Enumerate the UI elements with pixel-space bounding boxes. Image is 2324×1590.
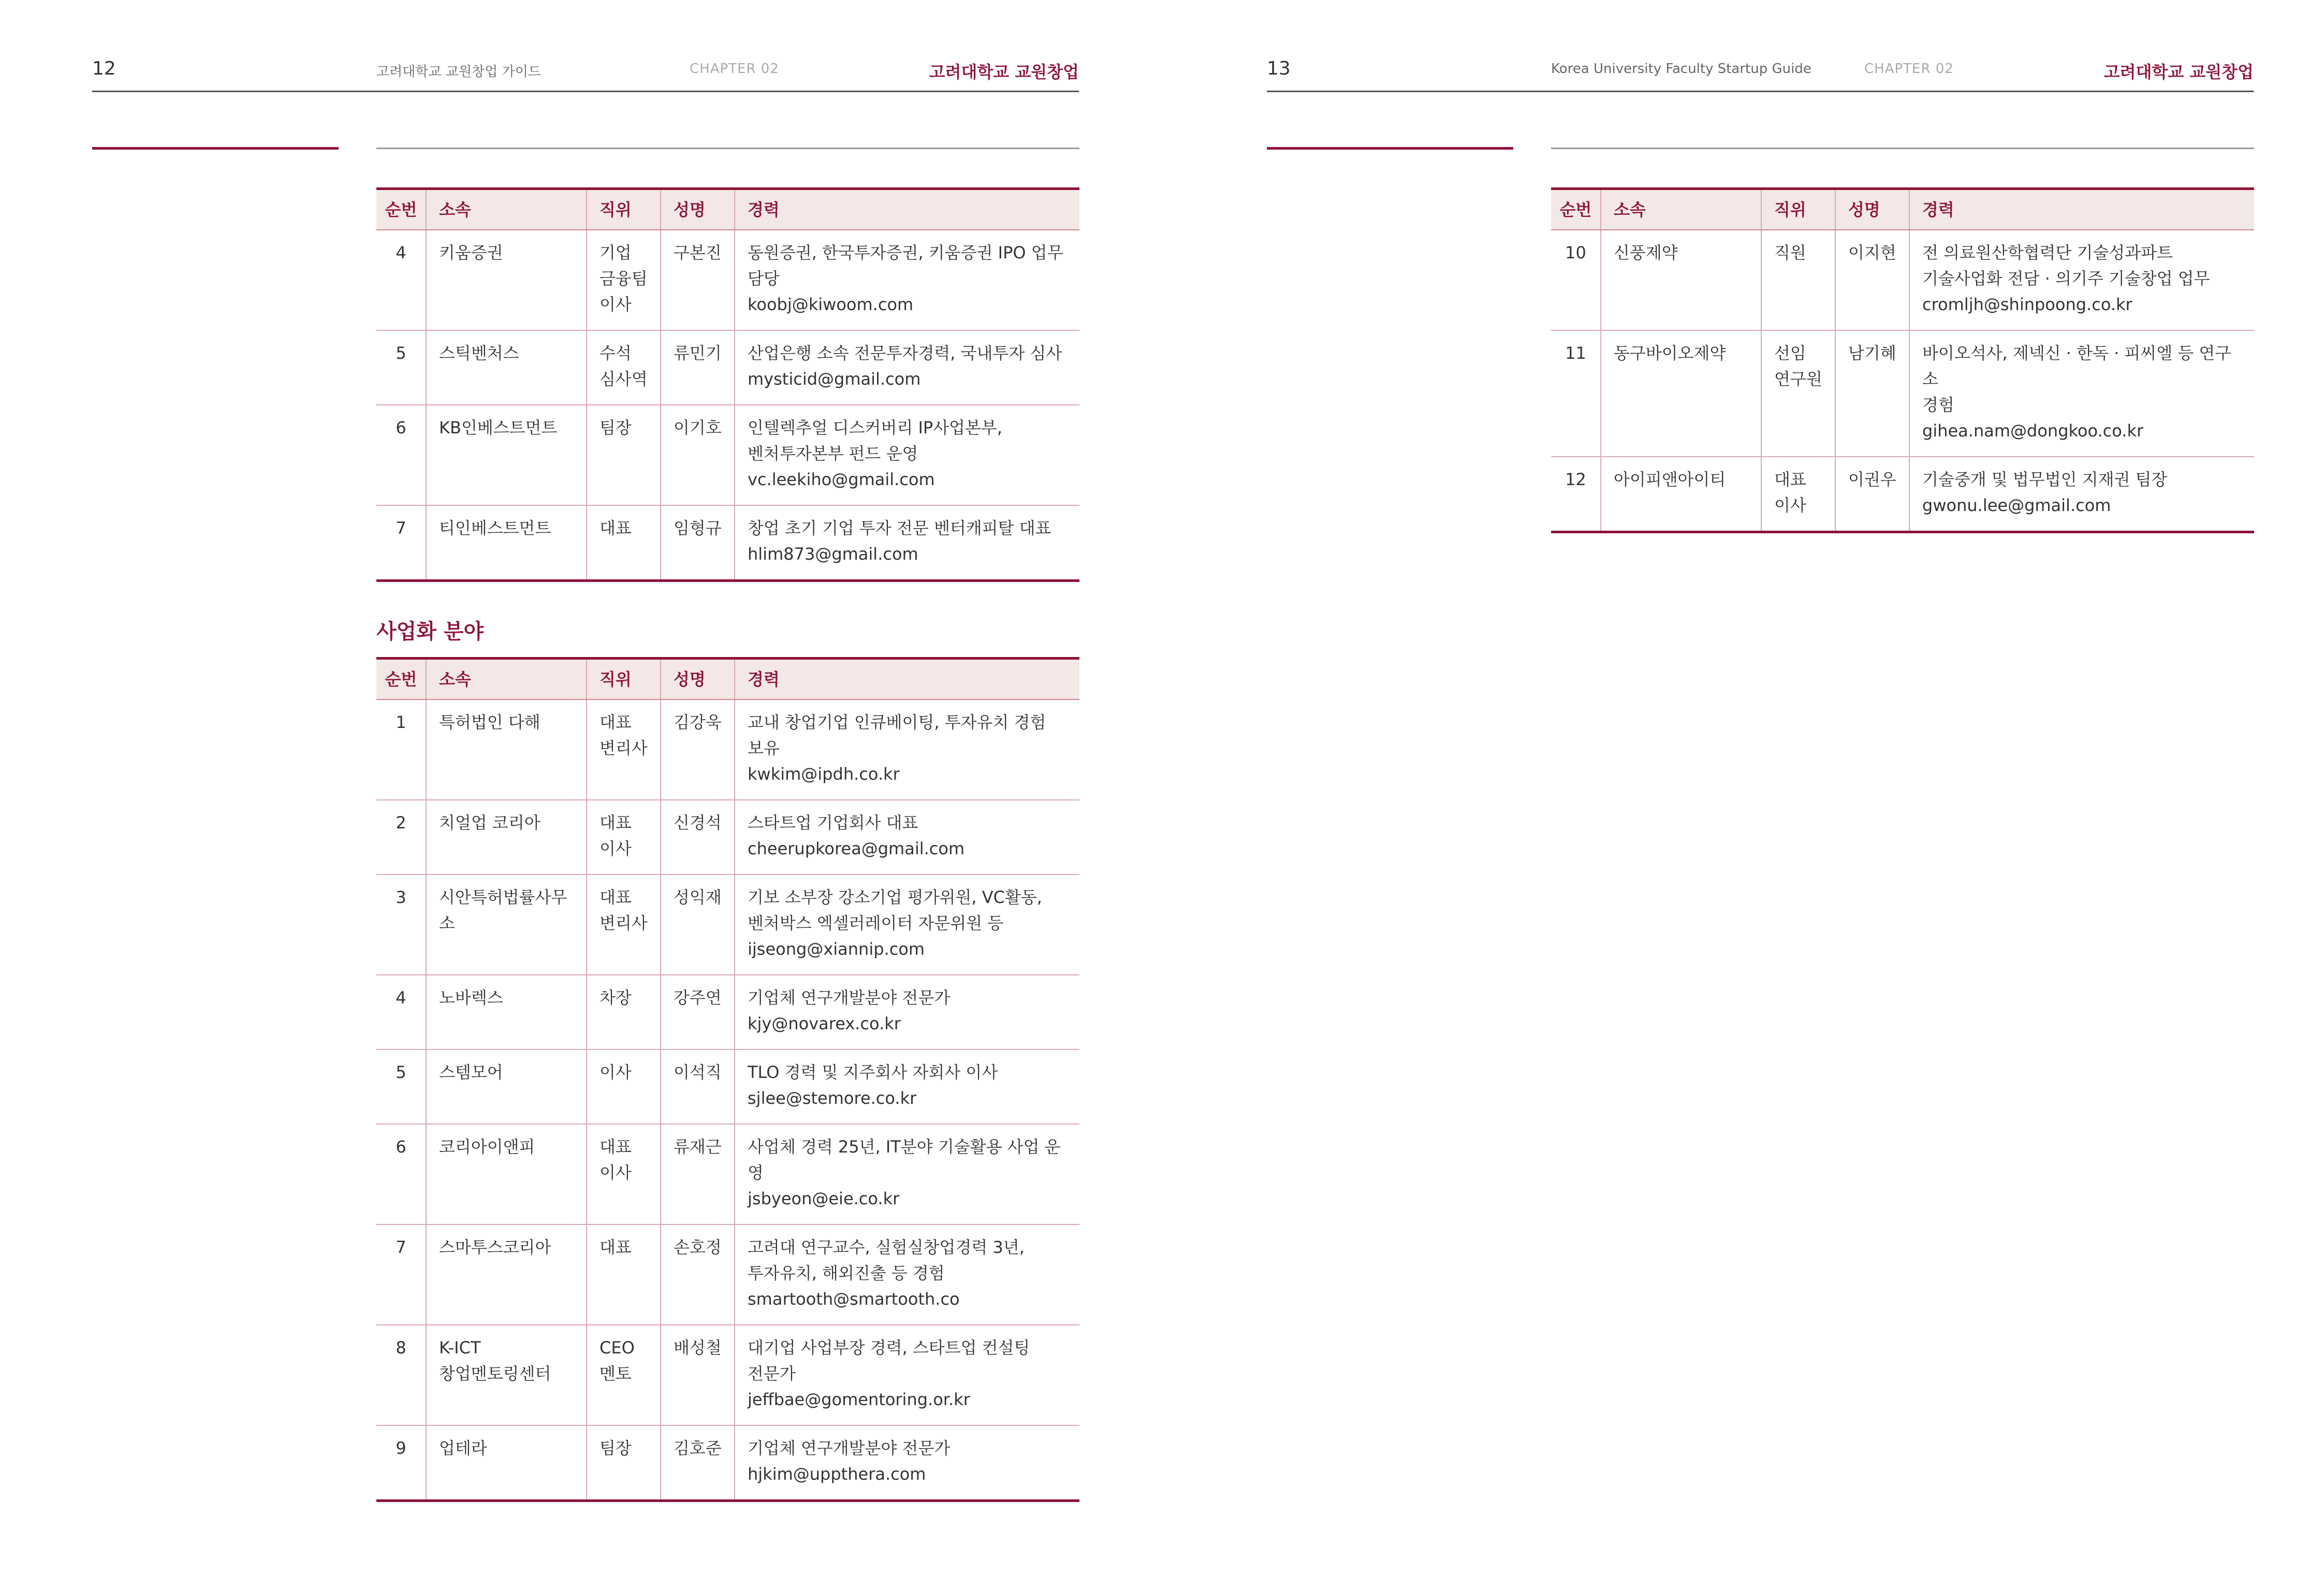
header-rule <box>1267 91 2254 92</box>
career-line: 바이오석사, 제넥신 · 한독 · 피씨엘 등 연구소 <box>1922 343 2231 389</box>
affiliation-cell <box>426 1124 587 1224</box>
affiliation-cell <box>426 975 587 1049</box>
career-cell <box>735 699 1079 800</box>
affiliation-line: 티인베스트먼트 <box>439 518 551 538</box>
table-header-row <box>376 189 1079 230</box>
affiliation-cell <box>426 405 587 505</box>
table-row <box>376 405 1079 505</box>
col-header-career: 경력 <box>735 189 1079 230</box>
email-address: gihea.nam@dongkoo.co.kr <box>1922 421 2144 441</box>
table-header-row <box>376 659 1079 700</box>
table-row <box>376 230 1079 330</box>
affiliation-cell <box>426 874 587 975</box>
position-line: 기업 <box>600 243 632 262</box>
table-header-row <box>1551 189 2254 230</box>
career-line: 기업체 연구개발분야 전문가 <box>748 1438 951 1458</box>
career-line: 동원증권, 한국투자증권, 키움증권 IPO 업무 <box>748 243 1063 262</box>
position-line: 대표 <box>600 813 632 833</box>
position-line: 대표 <box>600 1237 632 1257</box>
career-line: 산업은행 소속 전문투자경력, 국내투자 심사 <box>748 343 1062 363</box>
career-line: 전문가 <box>748 1364 796 1383</box>
position-line: 대표 <box>600 887 632 907</box>
table-row <box>376 330 1079 405</box>
position-cell <box>587 505 661 581</box>
guide-title: 고려대학교 교원창업 가이드 <box>376 64 541 80</box>
position-line: 팀장 <box>600 1438 632 1458</box>
col-header-position: 직위 <box>1761 189 1835 230</box>
position-line: 금융팀 <box>600 269 648 288</box>
email-address: vc.leekiho@gmail.com <box>748 470 935 489</box>
row-number: 10 <box>1551 230 1601 330</box>
guide-title: Korea University Faculty Startup Guide <box>1551 61 1811 77</box>
position-line: 이사 <box>1774 495 1806 515</box>
email-address: koobj@kiwoom.com <box>748 295 914 314</box>
affiliation-line: 창업멘토링센터 <box>439 1364 551 1383</box>
position-line: 직원 <box>1774 243 1806 262</box>
career-line: 고려대 연구교수, 실험실창업경력 3년, <box>748 1237 1025 1257</box>
table-row <box>376 699 1079 800</box>
career-line: 인텔렉추얼 디스커버리 IP사업본부, <box>748 418 1003 437</box>
career-cell <box>735 1425 1079 1501</box>
email-address: gwonu.lee@gmail.com <box>1922 495 2111 515</box>
career-line: 기업체 연구개발분야 전문가 <box>748 988 951 1008</box>
chapter-label: CHAPTER 02 <box>690 61 779 77</box>
table-row <box>376 975 1079 1049</box>
position-cell <box>587 1224 661 1325</box>
table-row <box>1551 457 2254 532</box>
career-line: 사업체 경력 25년, IT분야 기술활용 사업 운영 <box>748 1137 1061 1183</box>
row-number: 4 <box>376 975 426 1049</box>
career-cell <box>735 405 1079 505</box>
email-address: hjkim@uppthera.com <box>748 1464 926 1484</box>
position-line: 수석 <box>600 343 632 363</box>
email-address: kwkim@ipdh.co.kr <box>748 764 900 784</box>
affiliation-cell <box>426 230 587 330</box>
content-rule <box>1551 148 2254 149</box>
career-cell <box>735 505 1079 581</box>
col-header-no: 순번 <box>376 659 426 700</box>
affiliation-line: 신풍제약 <box>1614 243 1678 262</box>
position-line: 이사 <box>600 839 632 858</box>
chapter-label: CHAPTER 02 <box>1864 61 1954 77</box>
position-line: 이사 <box>600 295 632 314</box>
position-cell <box>1761 230 1835 330</box>
email-address: mysticid@gmail.com <box>748 369 921 389</box>
career-cell <box>1909 230 2254 330</box>
row-number: 12 <box>1565 470 1586 489</box>
position-line: 심사역 <box>600 369 648 389</box>
career-line: 경험 <box>1922 395 1954 415</box>
name-cell: 신경석 <box>661 800 735 874</box>
position-cell <box>587 1124 661 1224</box>
table-row <box>376 1124 1079 1224</box>
row-number: 7 <box>376 1224 426 1325</box>
name-cell: 남기혜 <box>1835 330 1909 457</box>
row-number: 2 <box>376 800 426 874</box>
career-cell <box>735 330 1079 405</box>
brand-title: 고려대학교 교원창업 <box>2103 62 2254 82</box>
career-line: 담당 <box>748 269 780 288</box>
row-number: 11 <box>1551 330 1601 457</box>
affiliation-line: 아이피앤아이티 <box>1614 470 1726 489</box>
accent-rule <box>1267 147 1513 150</box>
name-cell: 손호정 <box>661 1224 735 1325</box>
position-line: 대표 <box>600 1137 632 1157</box>
col-header-name: 성명 <box>661 659 735 700</box>
affiliation-cell <box>1601 230 1761 330</box>
affiliation-cell <box>426 505 587 581</box>
col-header-org: 소속 <box>426 659 587 700</box>
position-cell <box>587 330 661 405</box>
email-address: ijseong@xiannip.com <box>748 939 925 959</box>
affiliation-line: K-ICT <box>439 1338 481 1358</box>
career-line: 투자유치, 해외진출 등 경험 <box>748 1263 945 1283</box>
email-address: cromljh@shinpoong.co.kr <box>1922 295 2132 314</box>
table-row <box>376 1425 1079 1501</box>
business-mentor-table <box>376 657 1079 1502</box>
career-line: 기술중개 및 법무법인 지재권 팀장 <box>1922 470 2168 489</box>
affiliation-cell <box>1601 330 1761 457</box>
row-number: 1 <box>376 699 426 800</box>
row-number: 4 <box>376 230 426 330</box>
affiliation-line: 키움증권 <box>439 243 503 262</box>
row-number: 7 <box>396 518 406 538</box>
career-cell <box>735 874 1079 975</box>
position-line: 선임 <box>1774 343 1806 363</box>
career-line: 벤처박스 엑셀러레이터 자문위원 등 <box>748 913 1004 933</box>
name-cell: 성익재 <box>661 874 735 975</box>
position-cell <box>587 405 661 505</box>
position-line: 이사 <box>600 1062 632 1082</box>
section-title-business: 사업화 분야 <box>376 620 484 644</box>
position-line: 이사 <box>600 1163 632 1183</box>
career-cell <box>735 230 1079 330</box>
career-cell <box>735 1224 1079 1325</box>
name-cell: 이기호 <box>661 405 735 505</box>
email-address: cheerupkorea@gmail.com <box>748 839 965 858</box>
position-line: 대표 <box>600 712 632 732</box>
col-header-career: 경력 <box>1909 189 2254 230</box>
table-row <box>376 1049 1079 1124</box>
table-row <box>376 1325 1079 1425</box>
table-row <box>1551 330 2254 457</box>
col-header-position: 직위 <box>587 189 661 230</box>
position-line: 대표 <box>600 518 632 538</box>
career-cell <box>735 1049 1079 1124</box>
affiliation-line: 노바렉스 <box>439 988 503 1008</box>
table-row <box>376 874 1079 975</box>
table-row <box>376 1224 1079 1325</box>
position-cell <box>587 874 661 975</box>
mentor-table-continued <box>1551 187 2254 533</box>
accent-rule <box>92 147 339 150</box>
row-number: 5 <box>376 1049 426 1124</box>
position-line: 차장 <box>600 988 632 1008</box>
career-line: 교내 창업기업 인큐베이팅, 투자유치 경험 <box>748 712 1046 732</box>
position-cell <box>587 699 661 800</box>
position-line: 멘토 <box>600 1364 632 1383</box>
affiliation-line: 동구바이오제약 <box>1614 343 1726 363</box>
position-cell <box>1761 330 1835 457</box>
row-number: 3 <box>376 874 426 975</box>
affiliation-cell <box>426 1425 587 1501</box>
position-line: 연구원 <box>1774 369 1822 389</box>
col-header-org: 소속 <box>1601 189 1761 230</box>
name-cell: 김호준 <box>661 1425 735 1501</box>
affiliation-line: 스틱벤처스 <box>439 343 519 363</box>
row-number: 6 <box>376 405 426 505</box>
col-header-position: 직위 <box>587 659 661 700</box>
position-cell <box>587 975 661 1049</box>
email-address: sjlee@stemore.co.kr <box>748 1088 917 1108</box>
table-row <box>1551 230 2254 330</box>
name-cell: 배성철 <box>661 1325 735 1425</box>
position-line: 변리사 <box>600 738 648 758</box>
affiliation-line: 스마투스코리아 <box>439 1237 551 1257</box>
affiliation-line: 업테라 <box>439 1438 487 1458</box>
header-rule <box>92 91 1079 92</box>
position-line: CEO <box>600 1338 635 1358</box>
name-cell: 강주연 <box>661 975 735 1049</box>
career-line: 보유 <box>748 738 780 758</box>
career-line: 전 의료원산학협력단 기술성과파트 <box>1922 243 2173 262</box>
name-cell: 이석직 <box>661 1049 735 1124</box>
career-cell <box>1909 330 2254 457</box>
name-cell: 구본진 <box>661 230 735 330</box>
row-number: 6 <box>376 1124 426 1224</box>
email-address: kjy@novarex.co.kr <box>748 1014 901 1033</box>
col-header-name: 성명 <box>1835 189 1909 230</box>
career-cell <box>735 1124 1079 1224</box>
position-line: 팀장 <box>600 418 632 437</box>
affiliation-cell <box>426 699 587 800</box>
row-number: 5 <box>376 330 426 405</box>
position-line: 변리사 <box>600 913 648 933</box>
page-number: 13 <box>1267 58 1291 79</box>
career-line: 기보 소부장 강소기업 평가위원, VC활동, <box>748 887 1042 907</box>
position-line: 대표 <box>1774 470 1806 489</box>
position-cell <box>1761 457 1835 532</box>
col-header-career: 경력 <box>735 659 1079 700</box>
email-address: jeffbae@gomentoring.or.kr <box>748 1390 970 1409</box>
name-cell: 류민기 <box>661 330 735 405</box>
name-cell: 김강욱 <box>661 699 735 800</box>
career-cell <box>735 1325 1079 1425</box>
row-number: 9 <box>396 1438 406 1458</box>
career-line: 벤처투자본부 펀드 운영 <box>748 444 918 463</box>
affiliation-line: 특허법인 다해 <box>439 712 540 732</box>
table-row <box>376 800 1079 874</box>
name-cell: 이지현 <box>1835 230 1909 330</box>
col-header-no: 순번 <box>1551 189 1601 230</box>
affiliation-line: 치얼업 코리아 <box>439 813 540 833</box>
career-line: TLO 경력 및 지주회사 자회사 이사 <box>748 1062 998 1082</box>
career-line: 스타트업 기업회사 대표 <box>748 813 918 833</box>
position-cell <box>587 1425 661 1501</box>
name-cell: 임형규 <box>661 505 735 581</box>
affiliation-line: 스템모어 <box>439 1062 503 1082</box>
email-address: jsbyeon@eie.co.kr <box>748 1189 900 1208</box>
email-address: smartooth@smartooth.co <box>748 1289 960 1309</box>
table-row <box>376 505 1079 581</box>
career-line: 창업 초기 기업 투자 전문 벤터캐피탈 대표 <box>748 518 1051 538</box>
brand-title: 고려대학교 교원창업 <box>929 62 1079 82</box>
name-cell: 이권우 <box>1835 457 1909 532</box>
position-cell <box>587 800 661 874</box>
position-cell <box>587 1325 661 1425</box>
name-cell: 류재근 <box>661 1124 735 1224</box>
affiliation-cell <box>426 800 587 874</box>
affiliation-line: KB인베스트먼트 <box>439 418 558 437</box>
page-number: 12 <box>92 58 116 79</box>
email-address: hlim873@gmail.com <box>748 544 918 564</box>
affiliation-cell <box>426 1224 587 1325</box>
col-header-name: 성명 <box>661 189 735 230</box>
career-cell <box>735 800 1079 874</box>
career-cell <box>1909 457 2254 532</box>
affiliation-cell <box>426 330 587 405</box>
affiliation-cell <box>1601 457 1761 532</box>
affiliation-line: 코리아이앤피 <box>439 1137 535 1157</box>
row-number: 8 <box>376 1325 426 1425</box>
content-rule <box>376 148 1079 149</box>
investment-mentor-table <box>376 187 1079 582</box>
col-header-org: 소속 <box>426 189 587 230</box>
position-cell <box>587 1049 661 1124</box>
career-line: 대기업 사업부장 경력, 스타트업 컨설팅 <box>748 1338 1030 1358</box>
affiliation-cell <box>426 1325 587 1425</box>
career-line: 기술사업화 전담 · 의기주 기술창업 업무 <box>1922 269 2210 288</box>
position-cell <box>587 230 661 330</box>
right-page <box>1162 0 2323 1590</box>
affiliation-line: 시안특허법률사무소 <box>439 887 567 933</box>
career-cell <box>735 975 1079 1049</box>
col-header-no: 순번 <box>376 189 426 230</box>
affiliation-cell <box>426 1049 587 1124</box>
